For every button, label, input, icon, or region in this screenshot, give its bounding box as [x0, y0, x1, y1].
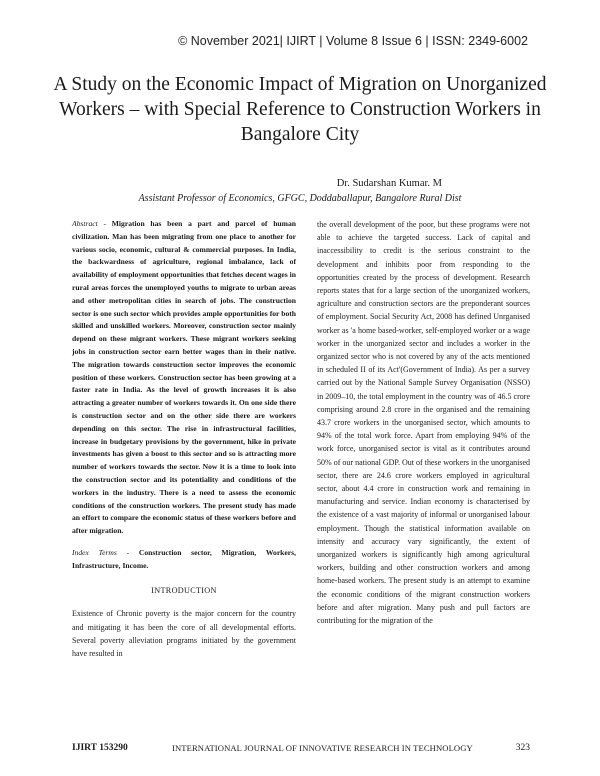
abstract — [72, 218, 296, 538]
index-terms-text: Construction sector, Migration, Workers, Infrastructure, Income. — [72, 547, 297, 570]
index-terms-lead: Index Terms - — [72, 547, 130, 557]
right-column-text: the overall development of the poor, but these programs were not able to achieve the targeted success. Lack of capital and inaccessibility to credit is the serious constraint to the development and inhibits poor from responding to the opportunities created by the process of development. Research reports states that for a large section of the unorganized workers, agriculture and construction sectors are the preponderant sources of employment. Social Security Act, 2008 has defined Unrganised worker as 'a home based-worker, self-employed worker or a wage worker in the unorganized sector and includes a worker in the organized sector who is not covered by any of the acts mentioned in scheduled II of its Act'(Government of India). As per a survey carried out by the National Sample Survey Organisation (NSSO) in 2009–10, the total employment in the country was of 46.5 crore comprising around 2.8 crore in the organised and the remaining 43.7 crore workers in the unorganised sector, which amounts to 94% of the total work force. Apart from employing 94% of the work force, unorganised sector is vital as it contributes around 50% of our national GDP. Out of these workers in the unorganised sector, there are 24.6 crore workers employed in agricultural sector, about 4.4 crore in construction work and remaining in manufacturing and service. Indian economy is characterised by the existence of a vast majority of informal or unorganised labour employment. Though the statistical information available on intensity and accuracy vary significantly, the extent of unorganized workers is significantly high among agricultural workers, building and other construction workers and among home-based workers. The present study is an attempt to examine the economic conditions of the migrant construction workers before and after migration. Many push and pull factors are contributing for the migration of the — [317, 220, 530, 626]
footer-journal-name: INTERNATIONAL JOURNAL OF INNOVATIVE RESEARCH IN TECHNOLOGY — [172, 743, 473, 753]
left-column — [72, 218, 296, 660]
index-terms — [72, 547, 296, 573]
introduction-heading: INTRODUCTION — [151, 585, 217, 595]
author-name: Dr. Sudarshan Kumar. M — [336, 178, 442, 189]
footer-paper-id: IJIRT 153290 — [72, 743, 128, 753]
abstract-lead: Abstract - — [72, 219, 107, 228]
right-column — [317, 218, 530, 627]
paper-title: A Study on the Economic Impact of Migration on Unorganized Workers – with Special Reference to Construction Workers in Bangalore City — [53, 74, 547, 145]
footer-page-number: 323 — [515, 743, 530, 753]
author-affiliation: Assistant Professor of Economics, GFGC, Doddaballapur, Bangalore Rural Dist — [138, 193, 462, 204]
introduction-text: Existence of Chronic poverty is the major concern for the country and mitigating it has been the core of all developmental efforts. Several poverty alleviation programs initiated by the government have resulted in — [72, 609, 296, 658]
abstract-text: Migration has been a part and parcel of human civilization. Man has been migrating from one place to another for various socio, economic, cultural & commercial purposes. In India, the backwardness of agriculture, regional imbalance, lack of availability of employment opportunities that fetches decent wages in rural areas forces the unemployed youths to migrate to urban areas and other metropolitan cities in search of jobs. The construction sector is one such sector which provides ample opportunities for both skilled and unskilled workers. Moreover, construction sector mainly depend on these migrant workers. These migrant workers seeking jobs in construction sector earn better wages than in their native. The migration towards construction sector improves the economic position of these workers. Construction sector has been growing at a faster rate in India. As the level of growth increases it is also attracting a greater number of workers towards it. On one side there is construction sector and on the other side there are workers depending on this sector. The rise in infrastructural facilities, increase in budgetary provisions by the government, hike in private investments has given a boost to this sector and so is attracting more number of workers towards the sector. Now it is a time to look into the construction sector and its potentiality and conditions of the workers in the industry. There is a need to assess the economic conditions of the construction workers. The present study has made an effort to compare the economic status of these workers before and after migration. — [72, 219, 296, 536]
journal-header: © November 2021| IJIRT | Volume 8 Issue 6 | ISSN: 2349-6002 — [178, 34, 528, 48]
